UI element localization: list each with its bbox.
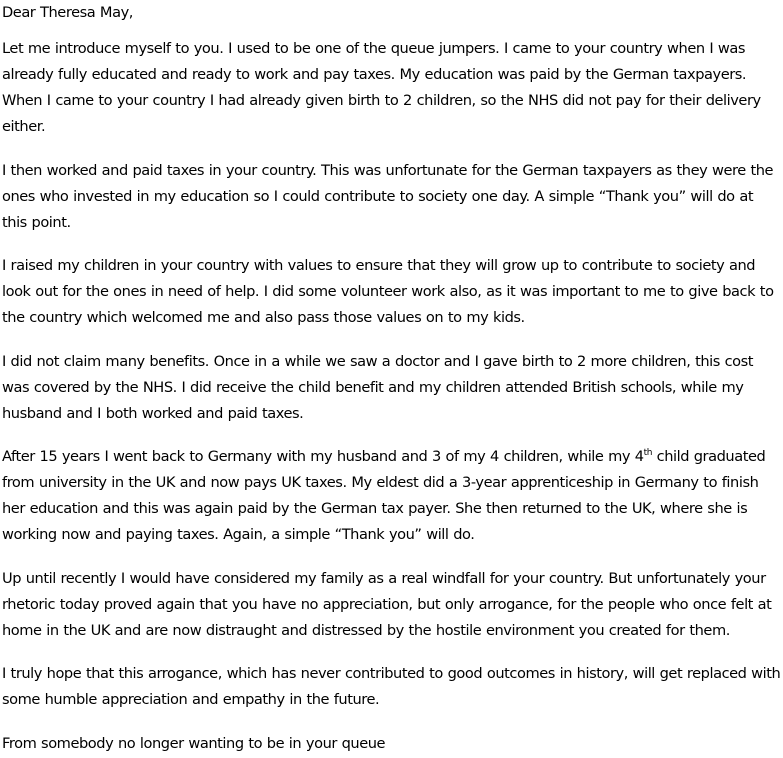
- letter-body: [2, 0, 781, 757]
- paragraph-introduction: Let me introduce myself to you. I used to be one of the queue jumpers. I came to your country when I was already fully educated and ready to work and pay taxes. My education was paid by the German taxpayers. When I came to your country I had already given birth to 2 children, so the NHS did not pay for their delivery either.: [2, 40, 761, 135]
- paragraph-children-values: I raised my children in your country with values to ensure that they will grow up to contribute to society and look out for the ones in need of help. I did some volunteer work also, as it was important to me to give back to the country which welcomed me and also pass those values on to my kids.: [2, 257, 774, 326]
- paragraph-taxes: I then worked and paid taxes in your country. This was unfortunate for the German taxpayers as they were the ones who invested in my education so I could contribute to society one day. A simple “Thank you” will do at this point.: [2, 161, 774, 231]
- paragraph-return-germany-text-b: child graduated from university in the UK and now pays UK taxes. My eldest did a 3-year apprenticeship in Germany to finish her education and this was again paid by the German tax payer. She then returned to the UK, where she is working now and paying taxes. Again, a simple “Thank you” will do.: [2, 448, 766, 543]
- paragraph-hope: I truly hope that this arrogance, which has never contributed to good outcomes in history, will get replaced with some humble appreciation and empathy in the future.: [2, 665, 781, 708]
- paragraph-return-germany: [2, 444, 781, 548]
- paragraph-return-germany-text-a: After 15 years I went back to Germany with my husband and 3 of my 4 children, while my 4: [2, 448, 644, 465]
- paragraph-windfall: Up until recently I would have considered my family as a real windfall for your country. But unfortunately your rhetoric today proved again that you have no appreciation, but only arrogance, for the people who once felt at home in the UK and are now distraught and distressed by the hostile environment you created for them.: [2, 569, 772, 639]
- ordinal-superscript: th: [643, 448, 652, 458]
- salutation: Dear Theresa May,: [2, 4, 133, 21]
- paragraph-benefits: I did not claim many benefits. Once in a while we saw a doctor and I gave birth to 2 more children, this cost was covered by the NHS. I did receive the child benefit and my children attended British schools, while my husband and I both worked and paid taxes.: [2, 352, 754, 422]
- closing-line: From somebody no longer wanting to be in your queue: [2, 734, 386, 752]
